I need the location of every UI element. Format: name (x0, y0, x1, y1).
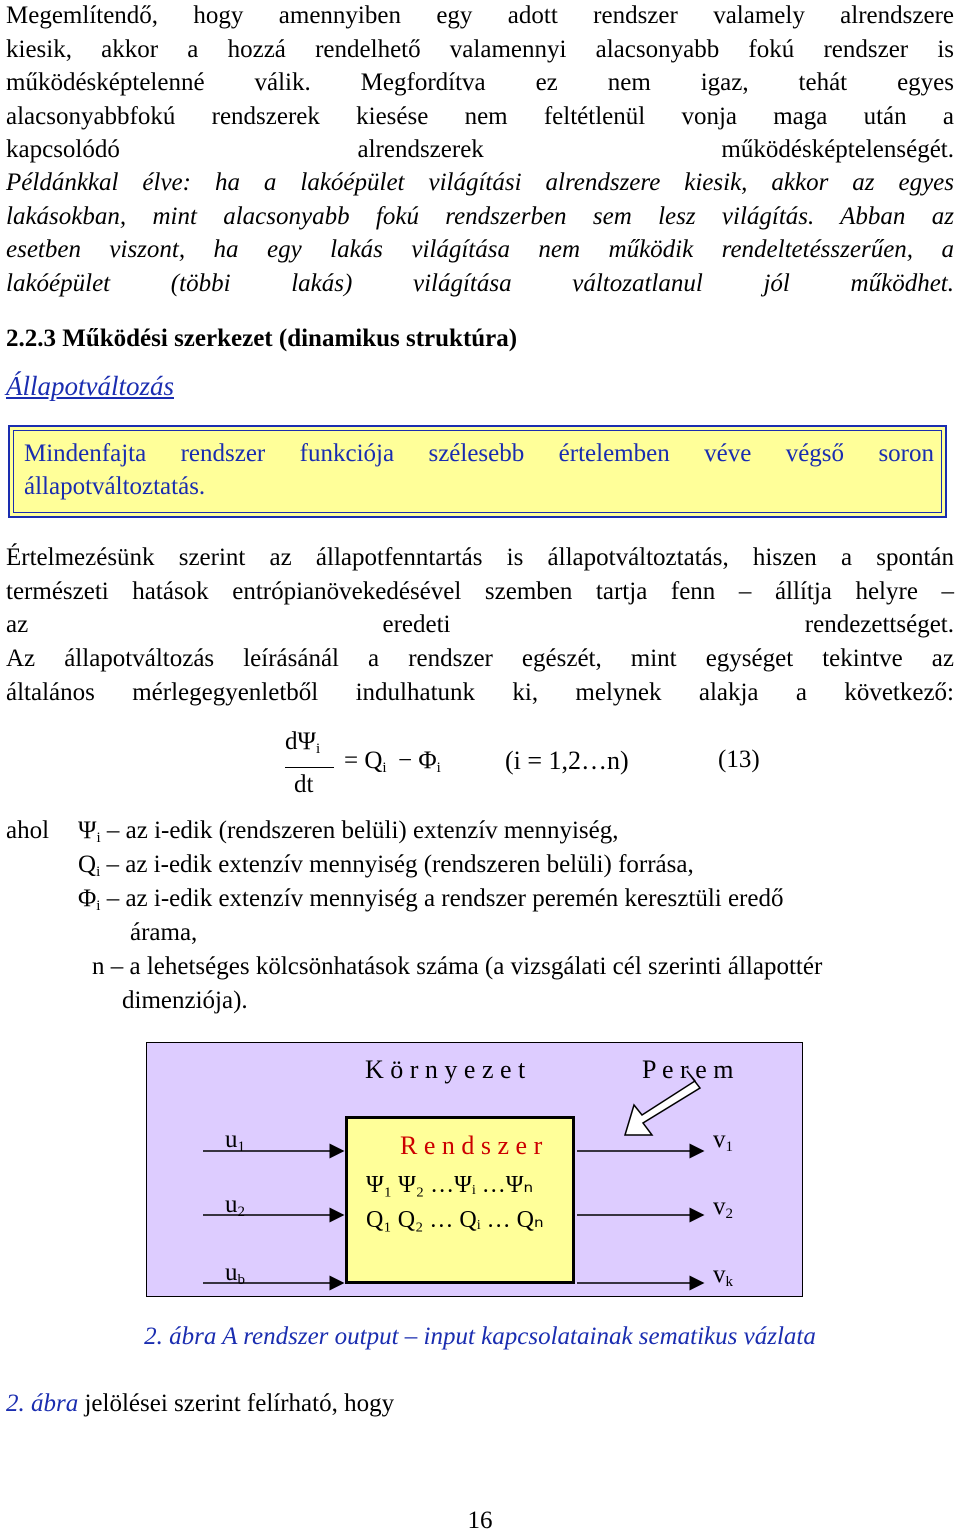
figure-reference-line (6, 1390, 394, 1418)
text-line: alacsonyabbfokú rendszerek kiesése nem feltétlenül vonja maga után a (6, 102, 954, 130)
symbol-subscript: i (96, 830, 101, 846)
input-label: $u_2$ (225, 1191, 245, 1220)
rhs-phi-text: − Φ (398, 747, 437, 774)
output-label: $v_1$ (713, 1126, 733, 1155)
system-label: R e n d s z e r (400, 1131, 543, 1160)
definition-text: – az i-edik extenzív mennyiség (rendszeren belüli) forrása, (106, 851, 694, 878)
output-label: $v_k$ (713, 1261, 733, 1290)
text-line: Értelmezésünk szerint az állapotfenntartás is állapotváltoztatás, hiszen a spontán (6, 544, 954, 571)
text-line: Példánkkal élve: ha a lakóépület világítási alrendszere kiesik, akkor az egyes (6, 169, 954, 196)
definition-text: – a lehetséges kölcsönhatások száma (a vizsgálati cél szerinti állapottér (110, 953, 823, 980)
rhs-q-subscript: i (382, 760, 387, 776)
text-line: kiesik, akkor a hozzá rendelhető valamennyi alacsonyabb fokú rendszer is (6, 35, 954, 63)
rhs-q-text: = Q (344, 747, 383, 774)
equation-rhs-phi (398, 747, 441, 777)
note-text (24, 437, 934, 503)
balance-equation (0, 725, 960, 815)
note-line: Mindenfajta rendszer funkciója szélesebb értelemben véve végső soron (24, 440, 934, 467)
equation-number: (13) (718, 746, 760, 773)
source-variables-row: Q₁ Q₂ … Qᵢ … Qₙ (366, 1207, 544, 1233)
paragraph-1 (6, 0, 954, 167)
symbol-subscript: i (96, 898, 101, 914)
state-variables-row: Ψ₁ Ψ₂ …Ψᵢ …Ψₙ (366, 1172, 534, 1198)
definition-text: – az i-edik (rendszeren belüli) extenzív mennyiség, (106, 817, 619, 844)
equation-denominator: dt (294, 771, 314, 798)
text-line: Megemlítendő, hogy amennyiben egy adott rendszer valamely alrendszere (6, 2, 954, 29)
definition-text: – az i-edik extenzív mennyiség a rendszer peremén keresztüli eredő (106, 885, 784, 912)
definition-row-n-cont (122, 984, 248, 1018)
text-line: az eredeti rendezettséget. (6, 611, 954, 638)
example-paragraph (6, 166, 954, 300)
highlight-note-box (8, 425, 947, 518)
paragraph-4 (6, 642, 954, 709)
note-line: állapotváltoztatás. (24, 473, 206, 500)
output-label: $v_2$ (713, 1193, 733, 1222)
rhs-phi-subscript: i (436, 760, 441, 776)
text-line: működésképtelenné válik. Megfordítva ez nem igaz, tehát egyes (6, 69, 954, 96)
page-number: 16 (467, 1507, 493, 1534)
text-line: általános mérlegegyenletből indulhatunk ki, melynek alakja a következő: (6, 678, 954, 706)
text-line: Az állapotváltozás leírásánál a rendszer egészét, mint egységet tekintve az (6, 645, 954, 672)
equation-rhs-q (344, 747, 387, 777)
text-line: esetben viszont, ha egy lakás világítása nem működik rendeltetésszerűen, a (6, 236, 954, 263)
equation-numerator (285, 728, 320, 758)
text-line: kapcsolódó alrendszerek működésképtelenségét. (6, 136, 954, 163)
paragraph-3 (6, 541, 954, 642)
section-heading: 2.2.3 Működési szerkezet (dinamikus struktúra) (6, 325, 518, 352)
symbol-psi: Ψ (78, 817, 97, 844)
numerator-text: dΨ (285, 728, 316, 755)
environment-label: K ö r n y e z e t (365, 1055, 526, 1084)
equation-range: (i = 1,2…n) (505, 746, 629, 775)
definitions-intro: ahol (6, 817, 50, 844)
definition-text: dimenziója). (122, 987, 248, 1014)
definition-row-n (92, 950, 822, 984)
figure-reference-text: jelölései szerint felírható, hogy (78, 1390, 395, 1417)
symbol-phi: Φ (78, 885, 97, 912)
text-line: természeti hatások entrópianövekedésével szemben tartja fenn – állítja helyre – (6, 577, 954, 605)
definition-row-phi-cont (130, 916, 197, 950)
symbol-n: n (92, 953, 105, 980)
symbol-q: Q (78, 851, 97, 878)
figure-caption: 2. ábra A rendszer output – input kapcsolatainak sematikus vázlata (144, 1323, 816, 1350)
input-label: $u_b$ (225, 1259, 245, 1288)
numerator-subscript: i (315, 741, 321, 757)
input-label: $u_1$ (225, 1126, 245, 1155)
system-box (345, 1116, 575, 1284)
figure-link[interactable]: 2. ábra (6, 1390, 79, 1417)
text-line: lakásokban, mint alacsonyabb fokú rendszerben sem lesz világítás. Abban az (6, 202, 954, 230)
text-line: lakóépület (többi lakás) világítása változatlanul jól működhet. (6, 269, 954, 297)
definition-text: árama, (130, 919, 198, 946)
boundary-label: P e r e m (642, 1055, 734, 1084)
system-diagram (146, 1042, 803, 1297)
section-subheading: Állapotváltozás (6, 371, 174, 401)
fraction-bar (285, 767, 334, 768)
symbol-subscript: i (96, 864, 101, 880)
boundary-pointer-arrow (625, 1071, 700, 1135)
